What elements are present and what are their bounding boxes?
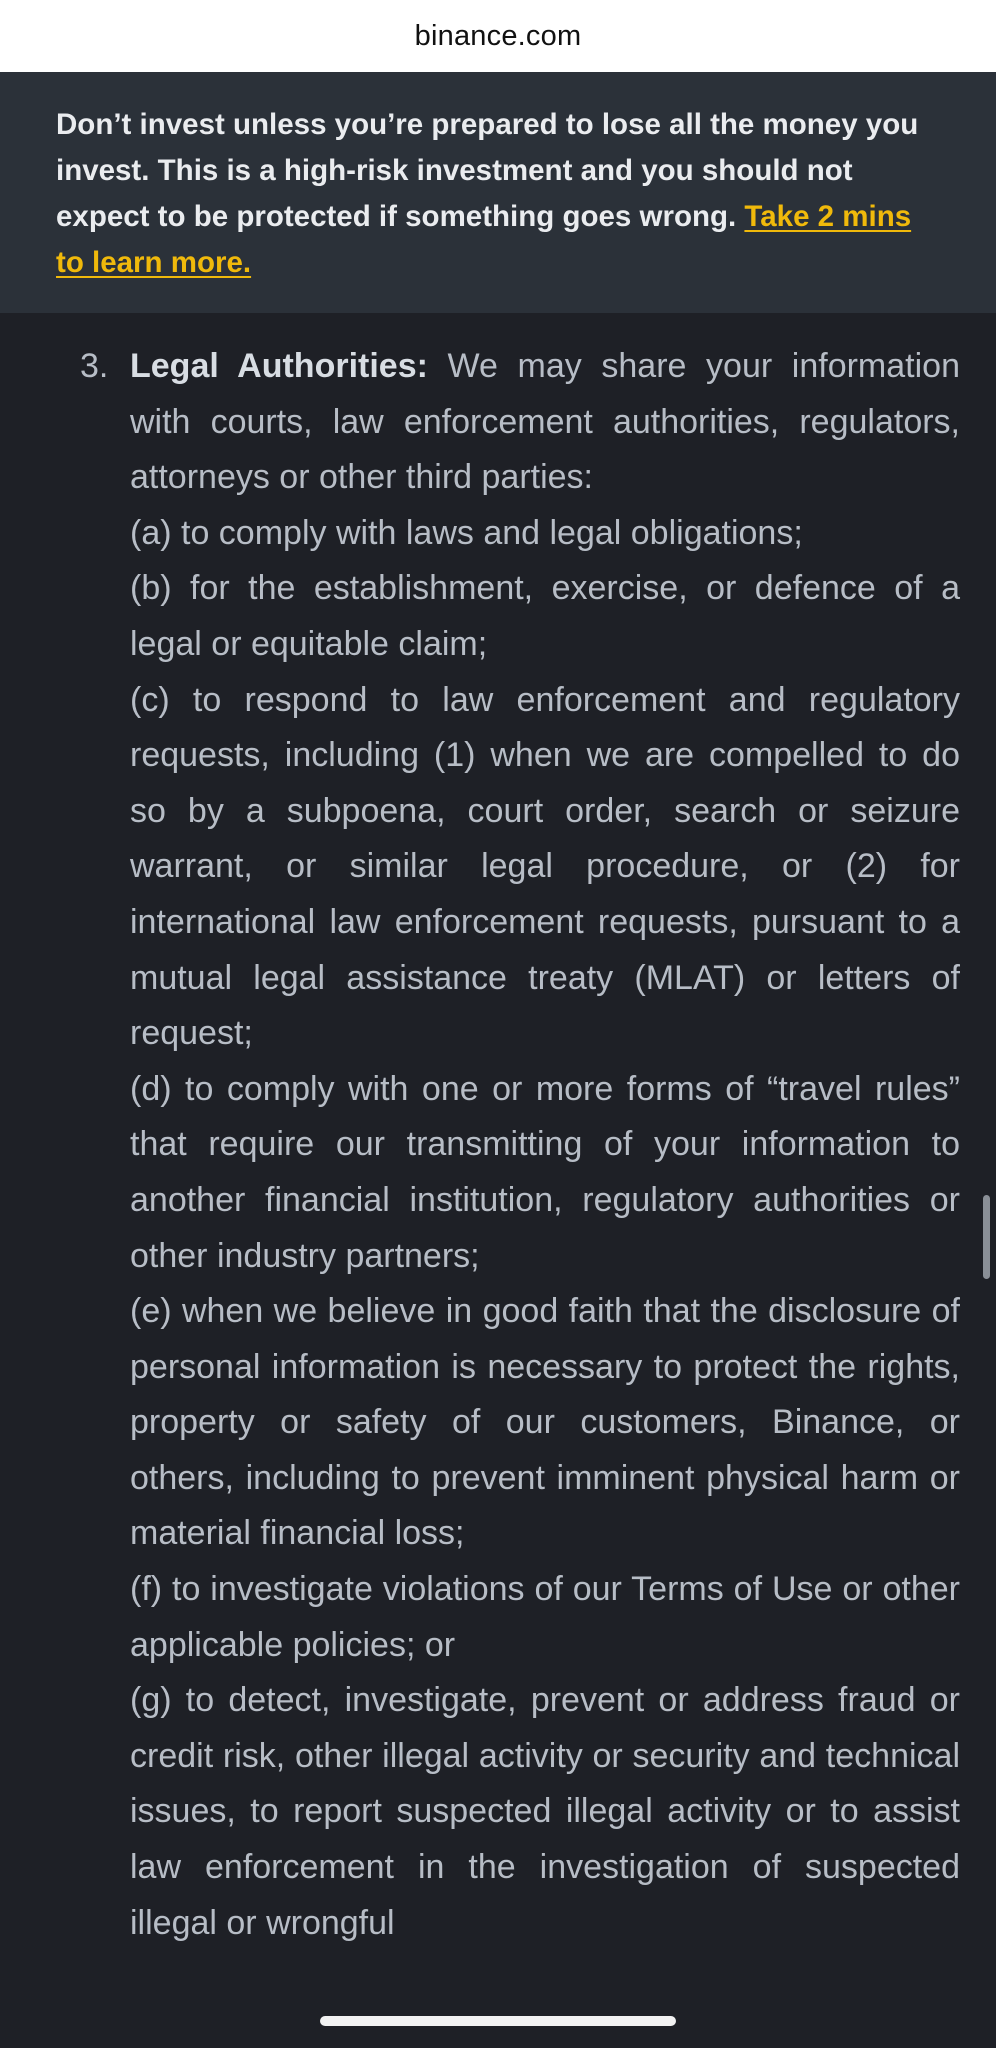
clause-d: (d) to comply with one or more forms of “travel rules” that require our transmitting of your information to another financial institution, regulatory authorities or other industry partners;	[130, 1069, 960, 1275]
clause-c: (c) to respond to law enforcement and regulatory requests, including (1) when we are compelled to do so by a subpoena, court order, search or seizure warrant, or similar legal procedure, or (2) for international law enforcement requests, pursuant to a mutual legal assistance treaty (MLAT) or letters of request;	[130, 680, 960, 1053]
scrollbar-thumb[interactable]	[983, 1195, 990, 1279]
item-title: Legal Authorities:	[130, 347, 428, 385]
learn-more-link[interactable]: Take 2 mins to learn more.	[56, 200, 912, 279]
item-intro-paragraph	[130, 339, 960, 506]
clause-g: (g) to detect, investigate, prevent or address fraud or credit risk, other illegal activity or security and technical issues, to report suspected illegal activity or to assist law enforcement in the investigation of suspected illegal or wrongful	[130, 1681, 960, 1942]
risk-warning-banner	[0, 72, 996, 313]
risk-warning-text: Don’t invest unless you’re prepared to lose all the money you invest. This is a high-risk investment and you should not expect to be protected if something goes wrong.	[56, 108, 919, 233]
clause-f: (f) to investigate violations of our Terms of Use or other applicable policies; or	[130, 1570, 960, 1664]
list-item-body	[130, 339, 960, 1951]
clause-b: (b) for the establishment, exercise, or defence of a legal or equitable claim;	[130, 569, 960, 663]
item-intro: We may share your information with courts, law enforcement authorities, regulators, attorneys or other third parties:	[130, 347, 960, 497]
clause-a: (a) to comply with laws and legal obligations;	[130, 513, 803, 552]
url-text[interactable]: binance.com	[414, 19, 582, 52]
browser-address-bar[interactable]	[0, 0, 996, 72]
risk-warning-paragraph	[56, 102, 940, 286]
home-indicator[interactable]	[320, 2016, 676, 2026]
policy-content[interactable]	[0, 313, 996, 2048]
clause-e: (e) when we believe in good faith that the disclosure of personal information is necessary to protect the rights, property or safety of our customers, Binance, or others, including to prevent imminent physical harm or material financial loss;	[130, 1292, 960, 1553]
list-item-number: 3.	[80, 347, 109, 385]
